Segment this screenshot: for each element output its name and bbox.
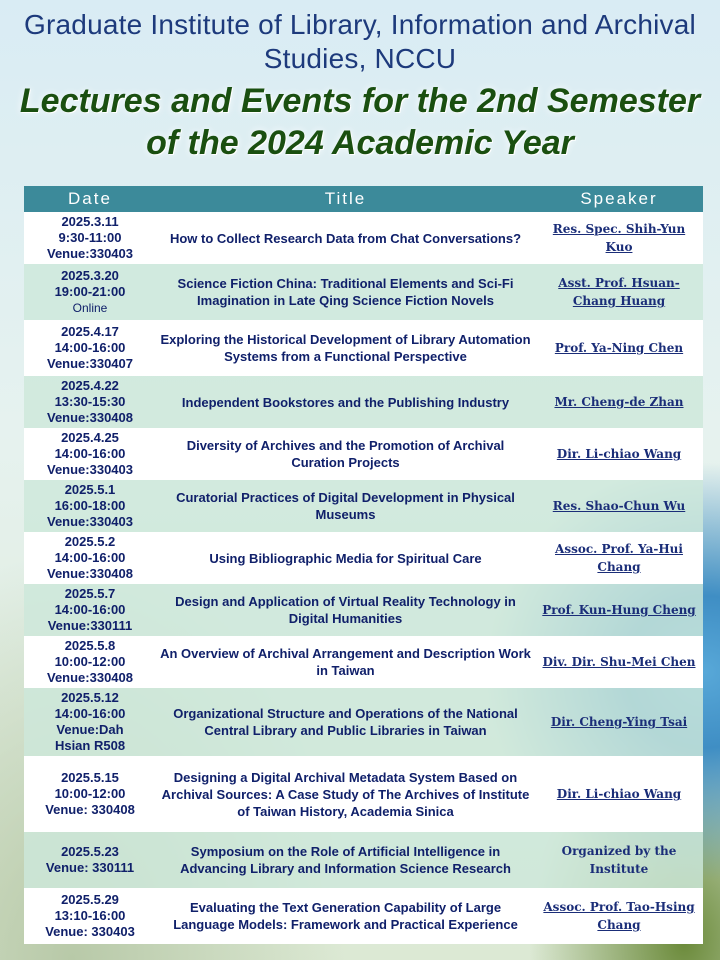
event-date: 2025.5.15 <box>61 770 119 785</box>
event-speaker[interactable]: Prof. Ya-Ning Chen <box>535 320 703 376</box>
event-date-cell <box>24 584 156 636</box>
page-title: Lectures and Events for the 2nd Semester of the 2024 Academic Year <box>19 82 701 162</box>
event-time: 14:00-16:00 <box>54 706 126 721</box>
event-date-cell <box>24 532 156 584</box>
event-speaker[interactable]: Mr. Cheng-de Zhan <box>535 376 703 428</box>
column-header-date: Date <box>24 186 156 212</box>
event-date: 2025.4.17 <box>61 324 119 339</box>
event-date-cell <box>24 756 156 832</box>
table-row <box>24 888 703 944</box>
event-venue: Venue:330408 <box>46 566 133 581</box>
table-row <box>24 264 703 320</box>
table-header-row <box>24 186 703 212</box>
event-date-cell <box>24 636 156 688</box>
event-venue: Venue:330407 <box>46 356 133 371</box>
events-table <box>24 186 703 944</box>
table-row <box>24 584 703 636</box>
event-date-cell <box>24 428 156 480</box>
event-date: 2025.4.25 <box>61 430 119 445</box>
event-venue: Venue: 330403 <box>45 924 135 939</box>
event-date-cell <box>24 264 156 320</box>
event-speaker[interactable]: Prof. Kun-Hung Cheng <box>535 584 703 636</box>
event-venue: Venue:330111 <box>47 618 133 633</box>
event-title: Independent Bookstores and the Publishing Industry <box>156 376 535 428</box>
event-date: 2025.3.11 <box>61 214 119 229</box>
event-venue: Venue:330403 <box>46 462 133 477</box>
event-organizer: Organized by the Institute <box>535 832 703 888</box>
event-title: Designing a Digital Archival Metadata System Based on Archival Sources: A Case Study of The Archives of Institute of Taiwan History, Academia Sinica <box>156 756 535 832</box>
column-header-speaker: Speaker <box>535 186 703 212</box>
event-title: Design and Application of Virtual Reality Technology in Digital Humanities <box>156 584 535 636</box>
event-time: 10:00-12:00 <box>54 786 126 801</box>
event-date-cell <box>24 320 156 376</box>
table-row <box>24 212 703 264</box>
event-speaker[interactable]: Assoc. Prof. Tao-Hsing Chang <box>535 888 703 944</box>
event-venue: Venue: 330408 <box>45 802 135 817</box>
event-time: 14:00-16:00 <box>54 446 126 461</box>
event-date: 2025.5.23 <box>61 844 119 859</box>
event-venue: Venue:330403 <box>46 246 133 261</box>
event-date: 2025.4.22 <box>61 378 119 393</box>
event-venue: Venue:330403 <box>46 514 133 529</box>
event-title: Exploring the Historical Development of Library Automation Systems from a Functional Perspective <box>156 320 535 376</box>
table-row <box>24 480 703 532</box>
institute-name: Graduate Institute of Library, Information and Archival Studies, NCCU <box>24 9 696 74</box>
event-title: Symposium on the Role of Artificial Intelligence in Advancing Library and Information Science Research <box>156 832 535 888</box>
event-title: Using Bibliographic Media for Spiritual Care <box>156 532 535 584</box>
table-row <box>24 320 703 376</box>
event-time: 14:00-16:00 <box>54 602 126 617</box>
table-row <box>24 832 703 888</box>
event-date-cell <box>24 480 156 532</box>
table-row <box>24 428 703 480</box>
table-row <box>24 532 703 584</box>
event-time: 13:30-15:30 <box>54 394 126 409</box>
table-row <box>24 756 703 832</box>
event-speaker[interactable]: Dir. Li-chiao Wang <box>535 428 703 480</box>
event-date-cell <box>24 376 156 428</box>
event-venue: Venue: 330111 <box>45 860 135 875</box>
event-time: 19:00-21:00 <box>54 284 126 299</box>
column-header-title: Title <box>156 186 535 212</box>
event-title: Organizational Structure and Operations of the National Central Library and Public Libraries in Taiwan <box>156 688 535 756</box>
event-speaker[interactable]: Asst. Prof. Hsuan-Chang Huang <box>535 264 703 320</box>
event-title: Science Fiction China: Traditional Elements and Sci-Fi Imagination in Late Qing Science Fiction Novels <box>156 264 535 320</box>
event-time: 16:00-18:00 <box>54 498 126 513</box>
event-date: 2025.5.12 <box>61 690 119 705</box>
table-row <box>24 688 703 756</box>
event-title: Curatorial Practices of Digital Development in Physical Museums <box>156 480 535 532</box>
event-speaker[interactable]: Assoc. Prof. Ya-Hui Chang <box>535 532 703 584</box>
event-speaker[interactable]: Div. Dir. Shu-Mei Chen <box>535 636 703 688</box>
event-time: 14:00-16:00 <box>54 550 126 565</box>
table-row <box>24 636 703 688</box>
event-date-cell <box>24 888 156 944</box>
event-title: How to Collect Research Data from Chat Conversations? <box>156 212 535 264</box>
event-speaker[interactable]: Res. Spec. Shih-Yun Kuo <box>535 212 703 264</box>
event-title: An Overview of Archival Arrangement and Description Work in Taiwan <box>156 636 535 688</box>
event-venue: Venue:330408 <box>46 410 133 425</box>
event-date-cell <box>24 688 156 756</box>
event-venue: Venue:330408 <box>46 670 133 685</box>
event-date-cell <box>24 832 156 888</box>
event-time: 10:00-12:00 <box>54 654 126 669</box>
event-venue: Online <box>72 301 108 315</box>
event-date-cell <box>24 212 156 264</box>
event-time: 14:00-16:00 <box>54 340 126 355</box>
event-title: Evaluating the Text Generation Capability of Large Language Models: Framework and Practical Experience <box>156 888 535 944</box>
event-date: 2025.5.7 <box>64 586 116 601</box>
event-title: Diversity of Archives and the Promotion of Archival Curation Projects <box>156 428 535 480</box>
event-speaker[interactable]: Dir. Cheng-Ying Tsai <box>535 688 703 756</box>
event-date: 2025.5.1 <box>64 482 116 497</box>
event-speaker[interactable]: Dir. Li-chiao Wang <box>535 756 703 832</box>
event-date: 2025.3.20 <box>61 268 119 283</box>
event-date: 2025.5.29 <box>61 892 119 907</box>
event-date: 2025.5.8 <box>64 638 116 653</box>
event-time: 9:30-11:00 <box>58 230 122 245</box>
event-date: 2025.5.2 <box>64 534 116 549</box>
event-speaker[interactable]: Res. Shao-Chun Wu <box>535 480 703 532</box>
event-time: 13:10-16:00 <box>54 908 126 923</box>
event-venue: Venue:Dah Hsian R508 <box>54 722 126 753</box>
table-row <box>24 376 703 428</box>
